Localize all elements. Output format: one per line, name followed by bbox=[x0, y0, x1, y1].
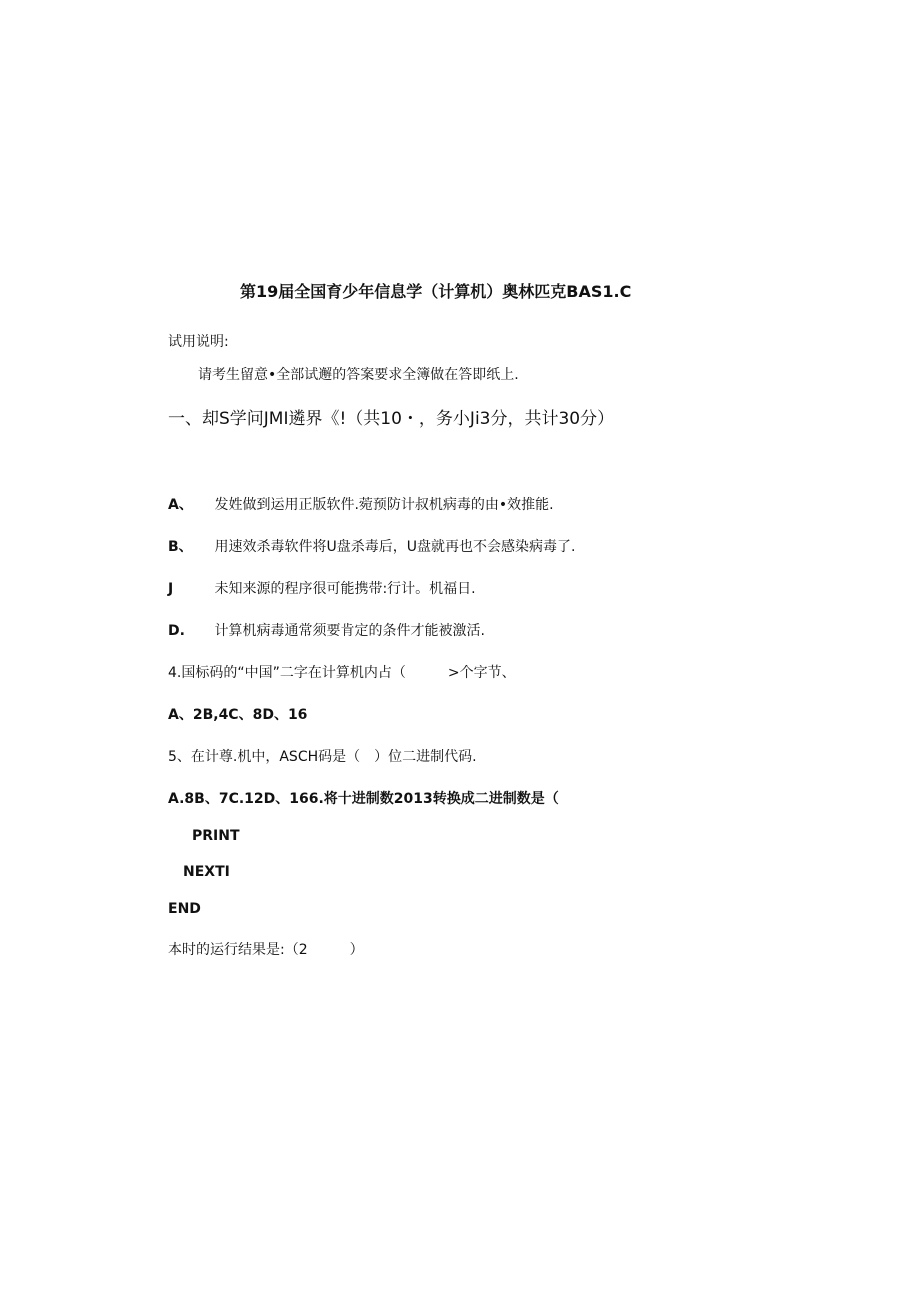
section-one-heading: 一、却S学问JMI遴界《!（共10・，务小Ji3分，共计30分） bbox=[168, 409, 615, 429]
option-a-label: A、 bbox=[168, 497, 193, 513]
option-d-text: 计算机病毒通常须要肯定的条件才能被激活. bbox=[214, 623, 485, 639]
question-4-options: A、2B,4C、8D、16 bbox=[168, 707, 308, 723]
question-4: 4.国标码的“中国”二字在计算机内占（ >个字节、 bbox=[168, 665, 516, 681]
option-c-text: 未知来源的程序很可能携带:行计。机福日. bbox=[214, 581, 476, 597]
document-title: 第19届全国育少年信息学（计算机）奥林匹克BAS1.C bbox=[240, 282, 632, 301]
option-c-label: J bbox=[168, 581, 174, 597]
option-c bbox=[168, 580, 476, 598]
option-d-label: D. bbox=[168, 623, 185, 639]
code-next: NEXTI bbox=[183, 864, 230, 880]
option-b bbox=[168, 538, 575, 556]
instructions-text: 请考生留意•全部试邂的答案要求全簿做在答即纸上. bbox=[198, 367, 519, 383]
option-a bbox=[168, 496, 554, 514]
option-b-label: B、 bbox=[168, 539, 193, 555]
option-b-text: 用速效杀毒软件将U盘杀毒后，U盘就再也不会感染病毒了. bbox=[214, 539, 576, 555]
code-end: END bbox=[168, 901, 201, 917]
question-5-options: A.8B、7C.12D、166.将十进制数2013转换成二进制数是（ bbox=[168, 791, 559, 807]
code-print: PRINT bbox=[192, 828, 240, 844]
option-d bbox=[168, 622, 485, 640]
result-line: 本时的运行结果是:（2 ） bbox=[168, 942, 364, 958]
option-a-text: 发姓做到运用正版软件.菀预防计叔机病毒的由•效推能. bbox=[214, 497, 554, 513]
instructions-heading: 试用说明: bbox=[168, 334, 229, 350]
question-5: 5、在计尊.机中，ASCH码是（ ）位二进制代码. bbox=[168, 749, 477, 765]
